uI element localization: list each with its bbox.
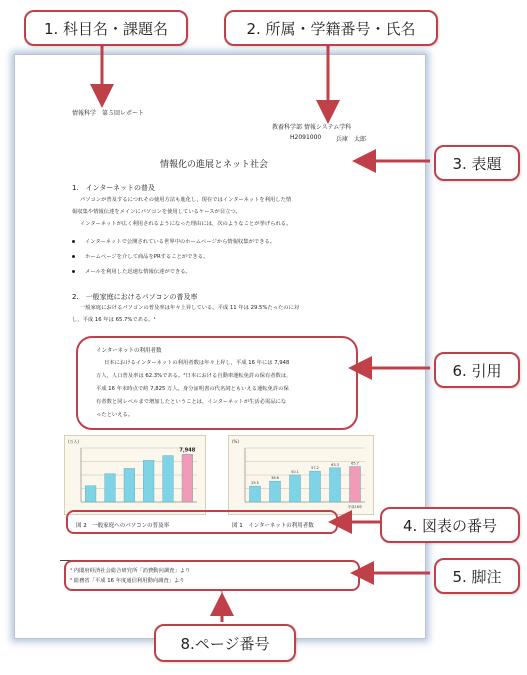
chart-bar	[105, 474, 116, 502]
affiliation: 教養科学部 情報システム学科	[272, 124, 352, 131]
quote-line: 平成 16 年末時点で約 7,825 万人。身分証明書の代名詞ともいえる運転免許の保	[96, 386, 289, 392]
section1-paragraph	[72, 194, 291, 230]
page-number: 1	[220, 591, 224, 598]
document-title: 情報化の進展とネット社会	[160, 160, 269, 170]
footnote-item: ² 総務省「平成 16 年度通信利用動向調査」より	[70, 578, 185, 584]
chart-bar	[85, 486, 96, 502]
chart-internet-users	[64, 435, 206, 515]
student-id: H2091000	[290, 134, 322, 141]
chart-data-label: 57.2	[311, 466, 319, 471]
quote-box	[76, 336, 358, 430]
chart-bar	[270, 481, 281, 502]
student-name: 兵庫 太郎	[336, 136, 367, 143]
chart-bar	[310, 471, 321, 502]
bullet-icon	[72, 240, 75, 243]
chart-ylabel: (万人)	[68, 439, 80, 444]
bullet-text: インターネットで公開されている世界中のホームページから情報収集ができる。	[85, 239, 276, 245]
callout-affiliation: 2. 所属・学籍番号・氏名	[224, 10, 438, 46]
callout-title: 3. 表題	[434, 145, 520, 181]
chart-bar	[124, 468, 135, 502]
quote-title: インターネットの利用者数	[96, 348, 162, 354]
chart-ylabel: (%)	[232, 439, 239, 444]
bullet-text: メールを利用した迅速な情報伝達ができる。	[85, 269, 191, 275]
quote-line: 日本におけるインターネットの利用者数は年々上昇し，平成 16 年には 7,948	[104, 360, 290, 366]
chart-bar	[143, 460, 154, 502]
section2-paragraph	[72, 302, 299, 326]
figure-caption-right: 図 1 インターネットの利用者数	[232, 523, 314, 529]
chart-pc-penetration	[228, 435, 374, 515]
footnote-item: ¹ 内閣府経済社会総合研究所「消費動向調査」より	[70, 568, 191, 574]
callout-page-number: 8.ページ番号	[154, 624, 296, 662]
section1-line: 報収集や情報伝達をメインにパソコンを使用しているケースが目立つ。	[72, 209, 241, 215]
chart-svg	[65, 436, 205, 514]
bullet-icon	[72, 270, 75, 273]
chart-bar	[330, 468, 341, 502]
chart-x-tick-label: 平成16年	[347, 505, 363, 509]
bullet-item	[72, 252, 208, 260]
bullet-item	[72, 237, 275, 245]
callout-footnote: 5. 脚注	[434, 558, 520, 594]
callout-quote: 6. 引用	[434, 352, 520, 388]
chart-data-label: 29.5	[251, 481, 259, 486]
chart-bar	[290, 475, 301, 502]
chart-bar	[163, 456, 174, 502]
section1-line: パソコンが普及するにつれその使用方法も進化し，現在ではインターネットを利用した情	[80, 197, 292, 203]
chart-bar	[250, 486, 261, 502]
chart-data-label: 63.3	[331, 462, 339, 467]
figure-caption-highlight	[66, 510, 338, 534]
bullet-text: ホームページを介して商品をPRすることができる。	[85, 254, 209, 260]
chart-bar	[182, 454, 193, 502]
section2-line: し，平成 16 年は 65.7%である。¹	[72, 317, 156, 323]
callout-figure-number: 4. 図表の番号	[380, 507, 520, 543]
course-title: 情報科学 第５回レポート	[72, 110, 145, 117]
figure-caption-left: 図 2 一般家庭へのパソコンの普及率	[76, 523, 170, 529]
quote-line: ったといえる。	[96, 412, 134, 418]
chart-data-label: 65.7	[351, 461, 359, 466]
quote-line: 万人，人口普及率は 62.3%である。²日本における自動車運転免許の保有者数は，	[96, 373, 292, 379]
bullet-icon	[72, 255, 75, 258]
callout-course: 1. 科目名・課題名	[24, 10, 188, 46]
chart-data-label: 38.6	[271, 476, 279, 481]
chart-data-label: 7,948	[179, 447, 196, 454]
quote-line: 有者数と同レベルまで増加したということは，インターネットが生活必需品にな	[96, 399, 287, 405]
chart-bar	[350, 467, 361, 502]
section2-line: 一般家庭におけるパソコンの普及率は年々上昇している。平成 11 年は 29.5%たったのに対	[80, 305, 300, 311]
section1-heading: 1. インターネットの普及	[72, 184, 156, 192]
chart-data-label: 50.1	[291, 469, 299, 474]
section2-heading: 2. 一般家庭におけるパソコンの普及率	[72, 293, 198, 301]
footnote-highlight	[64, 560, 360, 591]
chart-svg	[229, 436, 373, 514]
section1-line: インターネットが広く利用されるようになった理由には，次のようなことが挙げられる。	[80, 221, 292, 227]
bullet-item	[72, 267, 191, 275]
